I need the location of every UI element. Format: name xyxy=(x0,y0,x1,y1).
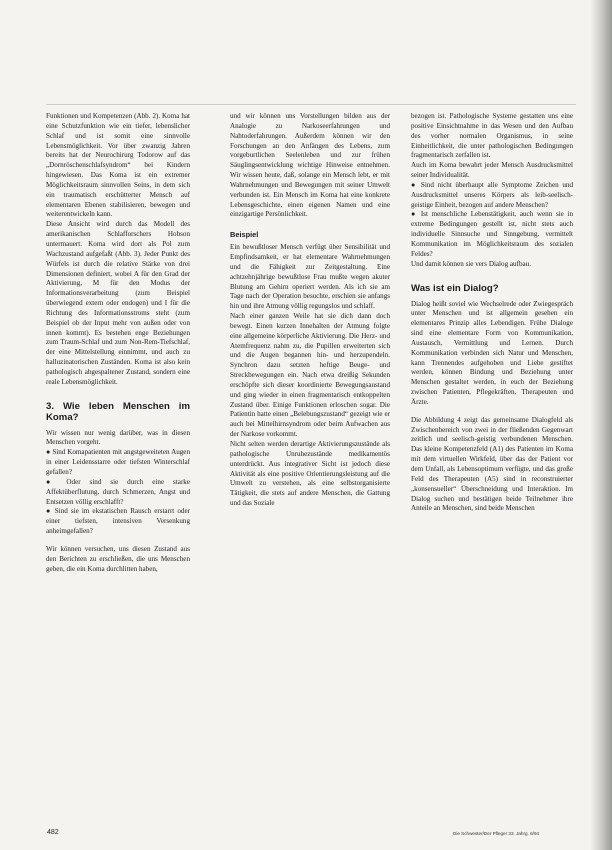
subheading-example: Beispiel xyxy=(230,230,259,240)
bullet-item: ● Sind nicht überhaupt alle Symptome Zeichen und Ausdrucksmittel unseres Körpers als leib-seelisch-geistige Einheit, bezogen auf andere Menschen? xyxy=(411,180,573,209)
paragraph: Wir wissen nur wenig darüber, was in diesen Menschen vorgeht. xyxy=(46,428,190,447)
bullet-item: ● Sind sie im ekstatischen Rausch erstarrt oder einer tiefsten, intensiven Versenkung anheimgefallen? xyxy=(46,507,190,536)
section-heading: 3. Wie leben Menschen im Koma? xyxy=(46,400,190,423)
bullet-item: ● Oder sind sie durch eine starke Affektüberflutung, durch Schmerzen, Angst und Entsetzen völlig erschlafft? xyxy=(46,477,190,506)
paragraph: Dialog heißt soviel wie Wechselrede oder Zwiegespräch unter Menschen und ist allgemein gesehen ein elementares Prinzip alles Lebendigen. Frühe Dialoge sind eine elementare Form von Kommunikation, Austausch, Vermittlung und Lernen. Durch Kommunikation verbinden sich Natur und Menschen, kann Trennendes aufgehoben und Liebe gestiftet werden, können Bindung und Beziehung unter Menschen gestaltet werden, in euch der Beziehung zwischen Patienten, Pflegekräften, Therapeuten und Ärzte. xyxy=(411,299,573,406)
paragraph: Die Abbildung 4 zeigt das gemeinsame Dialogfeld als Zwischenbereich von zwei in der fließenden Gegenwart zeitlich und seelisch-geistig verbundenen Menschen. Das kleine Kompetenzfeld (A1) des Patienten im Koma mit dem virtuellen Wirkfeld, über das der Patient vor dem Unfall, als Lebensoptimum verfügte, und das große Feld des Therapeuten (A5) sind in reconstruierter „konsensueller“ Überschneidung und Interaktion. Im Dialog suchen und bestätigen beide Teilnehmer ihre Anteile an Menschen, sind beide Menschen xyxy=(411,415,573,513)
paragraph: Diese Ansicht wird durch das Modell des amerikanischen Schlafforschers Hobson untermauert. Koma wird dort als Pol zum Wachzustand aufgefaßt (Abb. 3). Jeder Punkt des Würfels ist durch die relative Stärke von drei Dimensionen definiert, wobei A für den Grad der Aktivierung, M für den Modus der Informationsverarbeitung (zum Beispiel überwiegend extern oder endogen) und I für die Richtung des Informationsstroms steht (zum Beispiel ob der Input mehr von außen oder von innen kommt). Es bestehen enge Beziehungen zum Traum-Schlaf und zum Non-Rem-Tiefschlaf, der eine Mittelstellung einnimmt, und auch zu halluzinatorischen Zuständen. Koma ist also kein pathologisch abgespaltener Zustand, sondern eine reale Lebensmöglichkeit. xyxy=(46,220,190,386)
header-rule xyxy=(46,104,576,105)
section-heading: Was ist ein Dialog? xyxy=(411,282,499,294)
bullet-item: ● Sind Komapatienten mit angstgeweiteten Augen in einer Leidensstarre oder tiefsten Winterschlaf gefallen? xyxy=(46,448,190,476)
page-number: 482 xyxy=(47,829,59,836)
paragraph: und wir können uns Vorstellungen bilden aus der Analogie zu Narkoseerfahrungen und Nahtoderfahrungen. Außerdem können wir den Forschungen an den Anfängen des Lebens, zum vorgeburtlichen Seelenleben und zur frühen Säuglingsentwicklung wichtige Hinweise entnehmen. Wir wissen heute, daß, solange ein Mensch lebt, er mit Wahrnehmungen und Bewegungen mit seiner Umwelt verbunden ist. Ein Mensch im Koma hat eine konkrete Lebensgeschichte, einen eigenen Namen und eine einzigartige Persönlichkeit. xyxy=(230,112,390,219)
paragraph: Ein bewußtloser Mensch verfügt über Sensibilität und Empfindsamkeit, er hat elementare Wahrnehmungen und die Fähigkeit zur Zeitgestaltung. Eine achtzehnjährige bewußtlose Frau mußte wegen akuter Blutung am Gehirn operiert werden. Als ich sie am Tage nach der Operation besuchte, erschien sie anfangs hin und ihre Atmung völlig regungslos und schlaff. xyxy=(230,243,390,311)
paragraph: Nicht selten werden derartige Aktivierungszustände als pathologische Unruhezustände medikamentös unterdrückt. Aus integrativer Sicht ist jedoch diese Aktivität als eine positive Orientierungsleistung auf die Umwelt zu verstehen, als eine selbstorganisierte Tätigkeit, die stets auf andere Menschen, die Gattung und das Soziale xyxy=(230,440,390,508)
column-left xyxy=(46,112,190,574)
paragraph: Auch im Koma bewahrt jeder Mensch Ausdrucksmittel seiner Individualität. xyxy=(411,161,573,180)
paragraph: Funktionen und Kompetenzen (Abb. 2). Koma hat eine Schutzfunktion wie ein tiefer, lebenslicher Schlaf und ist somit eine sinnvolle Lebensmöglichkeit. Vor über zwanzig Jahren bereits hat der Neurochirurg Todorow auf das „Dornröschenschlafsyndrom“ bei Kindern hingewiesen. Das Koma ist ein extremer Möglichkeitsraum sinnvollen Seins, in dem sich ein traumatisch erschütterter Mensch auf elementaren Ebenen stabilisieren, bewegen und weiterentwickeln kann. xyxy=(46,112,190,219)
paragraph: bezogen ist. Pathologische Systeme gestatten uns eine positive Einsichtnahme in das Wesen und den Aufbau des vorher normalen Organismus, in seine Einheitlichkeit, die unter pathologischen Bedingungen fragmentarisch zerfallen ist. xyxy=(411,112,573,160)
page-edge-shadow xyxy=(590,0,612,850)
paragraph: Nach einer ganzen Weile hat sie dich dann doch bewegt. Einen kurzen Innehalten der Atmung folgte eine allgemeine körperliche Aktivierung. Die Herz- und Atemfrequenz nahm zu, die Pupillen erweiterten sich und die Augen begannen hin- und herzupendeln. Synchron dazu setzten heftige Beuge- und Streckbewegungen ein. Nach etwa dreißig Sekunden erschöpfte sich dieser koordinierte Bewegungsaustand und ging wieder in einen fragmentarisch entkoppelten Zustand über. Einige Funktionen erloschen sogar. Die Patientin hatte einen „Belebungszustand“ gezeigt wie er auch bei Mittelhirnsyndrom oder beim Aufwachen aus der Narkose vorkommt. xyxy=(230,312,390,439)
bullet-item: ● Ist menschliche Lebenstätigkeit, auch wenn sie in extreme Bedingungen gestellt ist, nicht stets auch individuelle Sinnsuche und Sinngebung, vermittelt Kommunikation im Möglichkeitsraum des sozialen Feldes? xyxy=(411,210,573,258)
column-middle xyxy=(230,112,390,509)
column-right xyxy=(411,112,573,514)
paragraph: Wir können versuchen, uns diesen Zustand aus den Berichten zu erschließen, die uns Menschen geben, die ein Koma durchlitten haben, xyxy=(46,544,190,573)
journal-footer: Die Schwester/Der Pfleger 33. Jahrg. 6/94 xyxy=(453,831,540,836)
paragraph: Und damit können sie vers Dialog aufbau. xyxy=(411,259,531,268)
